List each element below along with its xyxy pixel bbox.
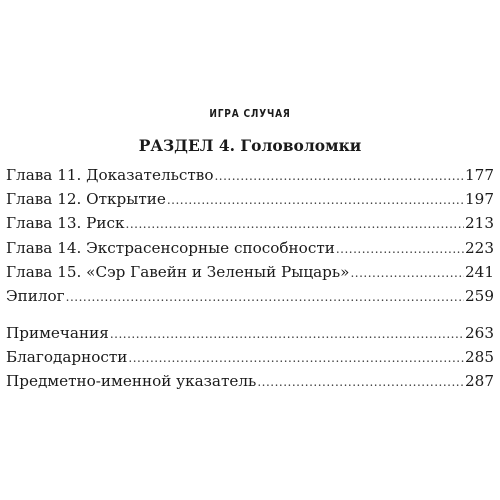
toc-entry-page: 259	[465, 286, 494, 305]
dot-leader	[110, 322, 464, 346]
toc-entry-page: 241	[465, 262, 494, 281]
dot-leader	[126, 212, 464, 236]
toc-entry-index	[6, 369, 494, 393]
toc-entry-title: Глава 13. Риск	[6, 214, 125, 233]
dot-leader	[66, 285, 464, 309]
toc-entry-title: Эпилог	[6, 286, 65, 305]
section-title: РАЗДЕЛ 4. Головоломки	[138, 136, 362, 155]
toc-entry-notes	[6, 321, 494, 345]
toc-entry-title: Глава 15. «Сэр Гавейн и Зеленый Рыцарь»	[6, 262, 350, 281]
toc-entry-chapter-13	[6, 211, 494, 235]
toc-main-list	[6, 163, 494, 308]
running-head: ИГРА СЛУЧАЯ	[209, 107, 291, 120]
toc-entry-title: Глава 11. Доказательство	[6, 166, 214, 184]
toc-entry-chapter-15	[6, 260, 494, 284]
dot-leader	[214, 164, 464, 188]
dot-leader	[128, 346, 464, 370]
toc-entry-chapter-12	[6, 187, 494, 211]
toc-entry-title: Благодарности	[6, 348, 128, 367]
dot-leader	[336, 237, 464, 261]
toc-back-matter-list	[6, 321, 494, 394]
toc-entry-page: 287	[465, 372, 494, 391]
toc-entry-title: Примечания	[6, 324, 109, 342]
toc-entry-epilogue	[6, 284, 494, 308]
toc-entry-chapter-14	[6, 236, 494, 260]
toc-entry-page: 263	[465, 324, 494, 342]
toc-entry-page: 285	[465, 348, 494, 367]
toc-entry-title: Глава 14. Экстрасенсорные способности	[6, 238, 335, 257]
dot-leader	[257, 370, 464, 394]
toc-entry-chapter-11	[6, 163, 494, 187]
toc-entry-page: 177	[465, 166, 494, 184]
toc-entry-title: Предметно-именной указатель	[6, 372, 257, 391]
dot-leader	[350, 261, 464, 285]
toc-entry-page: 213	[465, 214, 494, 233]
toc-entry-title: Глава 12. Открытие	[6, 190, 166, 209]
toc-entry-page: 223	[465, 238, 494, 257]
toc-entry-page: 197	[465, 190, 494, 209]
toc-entry-acknowledgments	[6, 345, 494, 369]
dot-leader	[167, 188, 464, 212]
